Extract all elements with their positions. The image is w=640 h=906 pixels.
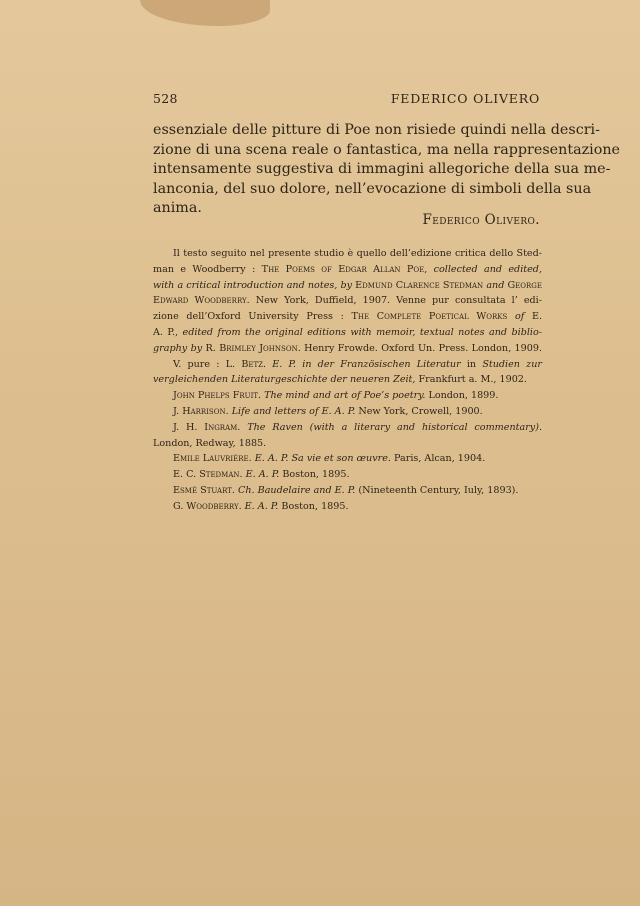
note-author: J. Harrison. — [173, 405, 232, 417]
note-italic: E. P. in der Französischen Literatur — [272, 358, 467, 370]
note-line — [153, 341, 542, 357]
note-italic: graphy by — [153, 342, 206, 354]
note-text: Boston, 1895. — [281, 500, 349, 512]
note-text: Paris, Alcan, 1904. — [394, 453, 486, 465]
author-signature — [153, 212, 540, 228]
note-text: A. P., — [153, 326, 183, 338]
note-italic: E. A. P. — [244, 500, 282, 512]
note-italic: Ch. Baudelaire and E. P. — [238, 484, 359, 496]
note-text: Frankfurt a. M., 1902. — [418, 374, 527, 386]
note-line — [153, 309, 542, 325]
note-text: Boston, 1895. — [282, 469, 350, 481]
note-text: (Nineteenth Century, Iuly, 1893). — [358, 484, 519, 496]
note-italic: and — [486, 279, 508, 291]
note-line — [153, 325, 542, 341]
note-line — [153, 262, 542, 278]
torn-paper-edge — [140, 0, 270, 26]
note-italic: E. A. P. — [245, 469, 283, 481]
note-line — [153, 357, 542, 373]
note-text: V. pure : L. — [173, 358, 242, 370]
note-line — [153, 372, 542, 388]
note-italic: The Raven (with a literary and historical commentary). — [247, 421, 543, 433]
note-line — [153, 388, 542, 404]
note-line — [153, 293, 542, 309]
body-line: intensamente suggestiva di immagini allegoriche della sua me- — [153, 161, 611, 178]
note-title: The Poems of Edgar Allan Poe, — [261, 263, 434, 275]
body-paragraph — [153, 121, 620, 219]
page-number: 528 — [153, 91, 178, 106]
note-author: Emile Lauvrière. — [173, 453, 255, 465]
note-text: Il testo seguito nel presente studio è quello dell’edizione critica dello Sted- — [173, 248, 542, 259]
body-line: anima. — [153, 200, 202, 217]
note-author: E. C. Stedman. — [173, 469, 246, 481]
note-text: E. — [531, 311, 542, 323]
note-italic: with a critical introduction and notes, by — [153, 279, 356, 291]
note-line — [153, 404, 542, 420]
note-line — [153, 483, 542, 499]
body-line: essenziale delle pitture di Poe non risiede quindi nella descri- — [153, 122, 600, 138]
note-text: London, Redway, 1885. — [153, 437, 267, 449]
note-italic: Life and letters of E. A. P. — [231, 405, 359, 417]
note-italic: edited from the original editions with memoir, textual notes and biblio- — [182, 326, 542, 338]
note-italic: The mind and art of Poe’s poetry. — [264, 390, 429, 402]
note-author: Esmé Stuart. — [173, 484, 239, 496]
note-line — [153, 451, 542, 467]
note-text: in — [466, 358, 483, 370]
note-author: Betz. — [241, 358, 273, 370]
note-italic: of — [514, 311, 532, 323]
note-line — [153, 246, 542, 262]
note-italic: E. A. P. Sa vie et son œuvre. — [254, 453, 395, 465]
note-title: The Complete Poetical Works — [351, 311, 515, 323]
note-line — [153, 420, 542, 436]
body-line: zione di una scena reale o fantastica, ma nella rappresentazione — [153, 141, 620, 158]
note-author: Edward Woodberry. — [153, 295, 256, 307]
body-line: lanconia, del suo dolore, nell’evocazione di simboli della sua — [153, 180, 592, 197]
note-line — [153, 499, 542, 515]
note-italic: collected and edited, — [433, 263, 542, 275]
note-text: man e Woodberry : — [153, 263, 262, 275]
note-text: zione dell’Oxford University Press : — [153, 311, 352, 323]
note-line — [153, 467, 542, 483]
bibliography-note — [153, 246, 542, 515]
note-text: Henry Frowde. Oxford Un. Press. London, 1909. — [304, 342, 542, 354]
note-line — [153, 436, 542, 452]
note-author: J. H. Ingram. — [173, 421, 248, 433]
note-italic: vergleichenden Literaturgeschichte der neueren Zeit, — [153, 374, 419, 386]
note-author: Edmund Clarence Stedman — [355, 279, 487, 291]
note-author: George — [507, 279, 542, 291]
note-author: R. Brimley Johnson. — [205, 342, 305, 354]
note-italic: Studien zur — [482, 358, 542, 370]
note-text: New York, Duffield, 1907. Venne pur consultata l’ edi- — [255, 295, 542, 307]
note-line — [153, 278, 542, 294]
note-author: John Phelps Fruit. — [173, 390, 265, 402]
running-head-author: FEDERICO OLIVERO — [390, 91, 540, 106]
note-author: G. Woodberry. — [173, 500, 245, 512]
note-text: London, 1899. — [428, 390, 499, 402]
running-head — [153, 91, 540, 107]
signature-text: Federico Olivero. — [422, 212, 540, 228]
note-text: New York, Crowell, 1900. — [358, 405, 483, 417]
